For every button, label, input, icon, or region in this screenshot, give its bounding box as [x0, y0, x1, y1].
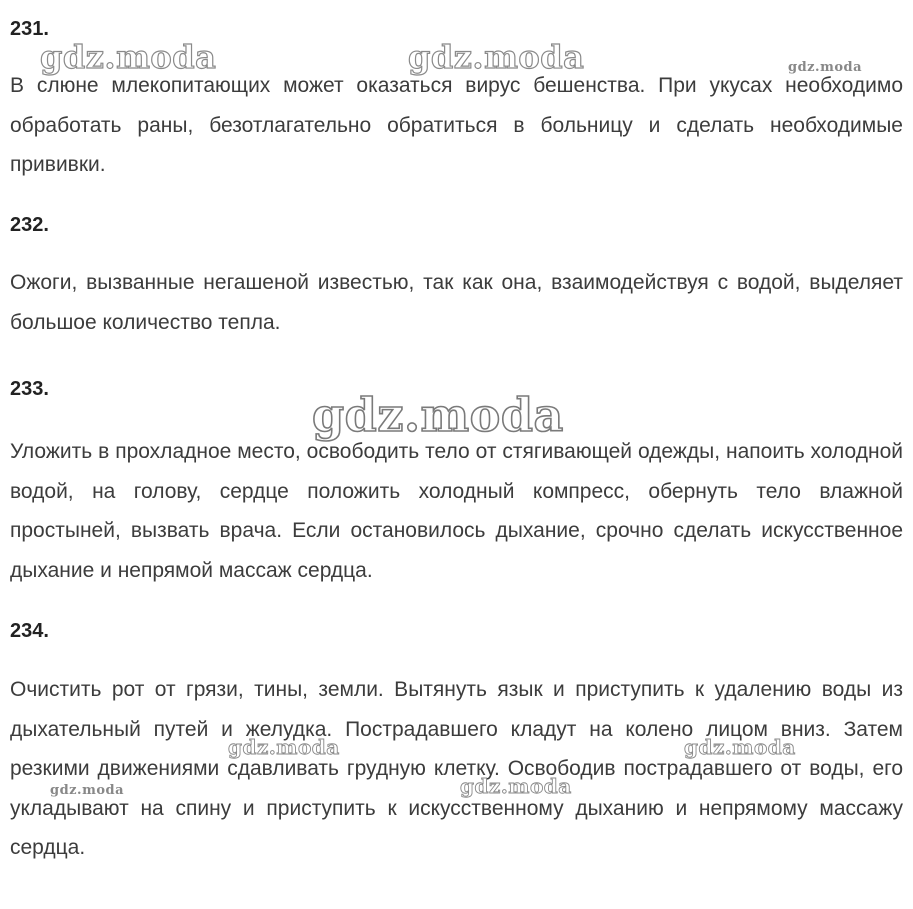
watermark-logo: gdz.moda [408, 38, 585, 76]
task-number-231: 231. [10, 18, 49, 40]
watermark-logo: gdz.moda [50, 783, 125, 798]
watermark-logo: gdz.moda [788, 60, 863, 75]
task-text-231: В слюне млекопитающих может оказаться вирус бешенства. При укусах необходимо обработать раны, безотлагательно обратиться в больницу и сделать необходимые прививки. [10, 74, 903, 176]
task-number-232: 232. [10, 214, 49, 236]
watermark-logo: gdz.moda [684, 735, 796, 759]
task-text-232: Ожоги, вызванные негашеной известью, так как она, взаимодействуя с водой, выделяет большое количество тепла. [10, 271, 903, 334]
task-text-234: Очистить рот от грязи, тины, земли. Вытянуть язык и приступить к удалению воды из дыхательный путей и желудка. Пострадавшего кладут на колено лицом вниз. Затем резкими движениями сдавливать грудную клетку. Освободив пострадавшего от воды, его укладывают на спину и приступить к искусственному дыханию и непрямому массажу сердца. [10, 678, 903, 859]
watermark-logo: gdz.moda [312, 388, 564, 442]
task-text-233: Уложить в прохладное место, освободить тело от стягивающей одежды, напоить холодной водой, на голову, сердце положить холодный компресс, обернуть тело влажной простыней, вызвать врача. Если остановилось дыхание, срочно сделать искусственное дыхание и непрямой массаж сердца. [10, 440, 903, 582]
task-number-233: 233. [10, 378, 49, 400]
task-number-234: 234. [10, 620, 49, 642]
watermark-logo: gdz.moda [228, 735, 340, 759]
watermark-logo: gdz.moda [460, 774, 572, 798]
watermark-logo: gdz.moda [40, 38, 217, 76]
